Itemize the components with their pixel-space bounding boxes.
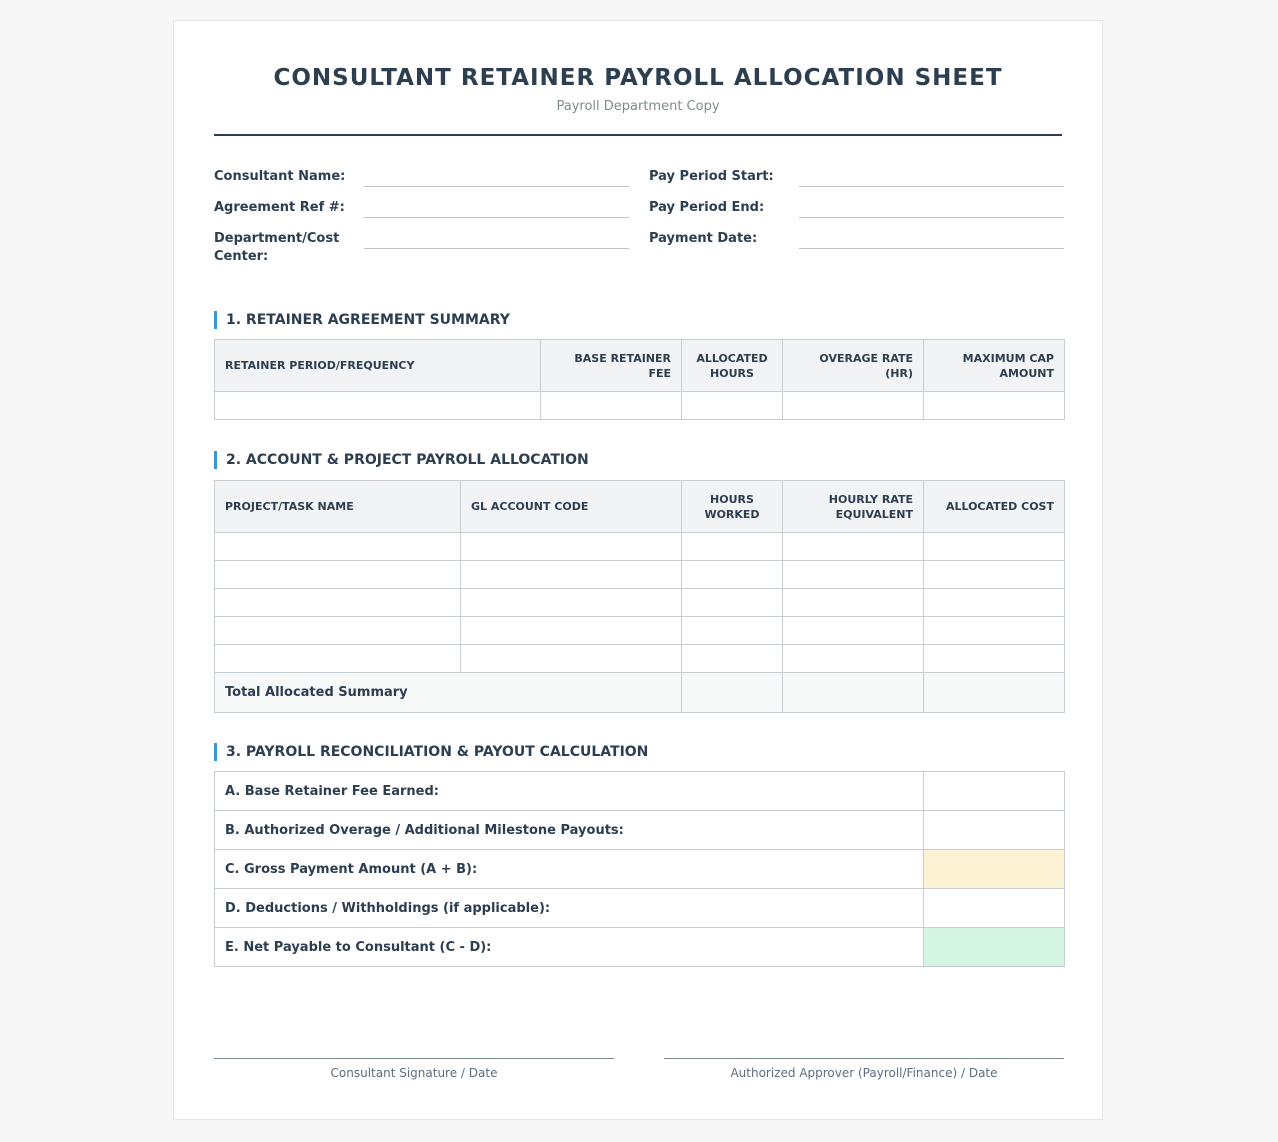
overage-label: B. Authorized Overage / Additional Milestone Payouts: [215, 811, 924, 850]
column-header: OVERAGE RATE (HR) [783, 340, 924, 392]
table-cell[interactable] [783, 589, 924, 617]
payroll-sheet [173, 20, 1103, 1120]
table-row [215, 617, 1065, 645]
section-2-title: 2. ACCOUNT & PROJECT PAYROLL ALLOCATION [214, 451, 589, 469]
agreement-ref-field[interactable] [364, 217, 629, 218]
deductions-value[interactable] [924, 889, 1065, 928]
table-row [215, 589, 1065, 617]
table-cell[interactable] [682, 589, 783, 617]
total-hours-cell[interactable] [682, 673, 783, 713]
reconciliation-row [215, 772, 1065, 811]
column-header: MAXIMUM CAP AMOUNT [924, 340, 1065, 392]
consultant-signature-label: Consultant Signature / Date [330, 1066, 498, 1080]
total-rate-cell[interactable] [783, 673, 924, 713]
total-cost-cell[interactable] [924, 673, 1065, 713]
pay-period-end-label: Pay Period End: [649, 200, 765, 215]
table-cell[interactable] [215, 589, 461, 617]
table-row [215, 561, 1065, 589]
table-row [215, 533, 1065, 561]
column-header: ALLOCATED HOURS [682, 340, 783, 392]
deductions-label: D. Deductions / Withholdings (if applicable): [215, 889, 924, 928]
department-label: Department/Cost Center: [214, 231, 340, 264]
table-cell[interactable] [783, 617, 924, 645]
table-cell[interactable] [215, 561, 461, 589]
section-3-title: 3. PAYROLL RECONCILIATION & PAYOUT CALCULATION [214, 743, 648, 761]
page-subtitle: Payroll Department Copy [556, 99, 720, 114]
table-row [215, 392, 1065, 420]
table-cell[interactable] [682, 561, 783, 589]
table-cell[interactable] [924, 533, 1065, 561]
approver-signature-label: Authorized Approver (Payroll/Finance) / Date [730, 1066, 998, 1080]
table-cell[interactable] [682, 645, 783, 673]
info-block [214, 136, 1062, 276]
table-row [215, 645, 1065, 673]
table-cell[interactable] [783, 533, 924, 561]
column-header: HOURS WORKED [682, 481, 783, 533]
table-cell[interactable] [461, 645, 682, 673]
gross-payment-value[interactable] [924, 850, 1065, 889]
agreement-ref-label: Agreement Ref #: [214, 200, 345, 215]
page-title: CONSULTANT RETAINER PAYROLL ALLOCATION SHEET [273, 65, 1003, 91]
table-cell[interactable] [461, 533, 682, 561]
table-cell[interactable] [682, 533, 783, 561]
base-fee-label: A. Base Retainer Fee Earned: [215, 772, 924, 811]
column-header: GL ACCOUNT CODE [461, 481, 682, 533]
overage-value[interactable] [924, 811, 1065, 850]
table-cell[interactable] [682, 617, 783, 645]
total-row [215, 673, 1065, 713]
table-cell[interactable] [461, 561, 682, 589]
consultant-name-label: Consultant Name: [214, 169, 346, 184]
consultant-signature-line[interactable] [214, 1058, 614, 1080]
table-cell[interactable] [924, 561, 1065, 589]
table-cell[interactable] [924, 617, 1065, 645]
base-fee-value[interactable] [924, 772, 1065, 811]
table-cell[interactable] [215, 617, 461, 645]
department-field[interactable] [364, 248, 629, 249]
table-cell[interactable] [541, 392, 682, 420]
reconciliation-table [214, 771, 1065, 967]
allocation-table [214, 480, 1065, 713]
table-cell[interactable] [924, 645, 1065, 673]
table-cell[interactable] [215, 533, 461, 561]
column-header: PROJECT/TASK NAME [215, 481, 461, 533]
net-payable-value[interactable] [924, 928, 1065, 967]
approver-signature-line[interactable] [664, 1058, 1064, 1080]
table-cell[interactable] [924, 392, 1065, 420]
table-cell[interactable] [783, 392, 924, 420]
total-label: Total Allocated Summary [215, 673, 682, 713]
table-cell[interactable] [924, 589, 1065, 617]
column-header: RETAINER PERIOD/FREQUENCY [215, 340, 541, 392]
payment-date-field[interactable] [799, 248, 1064, 249]
table-cell[interactable] [461, 589, 682, 617]
consultant-name-field[interactable] [364, 186, 629, 187]
net-payable-label: E. Net Payable to Consultant (C - D): [215, 928, 924, 967]
column-header: BASE RETAINER FEE [541, 340, 682, 392]
section-1-title: 1. RETAINER AGREEMENT SUMMARY [214, 311, 510, 329]
table-cell[interactable] [783, 561, 924, 589]
table-cell[interactable] [215, 645, 461, 673]
table-cell[interactable] [682, 392, 783, 420]
table-cell[interactable] [215, 392, 541, 420]
column-header: ALLOCATED COST [924, 481, 1065, 533]
reconciliation-row [215, 928, 1065, 967]
pay-period-start-field[interactable] [799, 186, 1064, 187]
column-header: HOURLY RATE EQUIVALENT [783, 481, 924, 533]
reconciliation-row [215, 811, 1065, 850]
pay-period-end-field[interactable] [799, 217, 1064, 218]
pay-period-start-label: Pay Period Start: [649, 169, 774, 184]
reconciliation-row [215, 850, 1065, 889]
reconciliation-row [215, 889, 1065, 928]
table-cell[interactable] [783, 645, 924, 673]
payment-date-label: Payment Date: [649, 231, 758, 246]
retainer-summary-table [214, 339, 1065, 420]
table-cell[interactable] [461, 617, 682, 645]
gross-payment-label: C. Gross Payment Amount (A + B): [215, 850, 924, 889]
